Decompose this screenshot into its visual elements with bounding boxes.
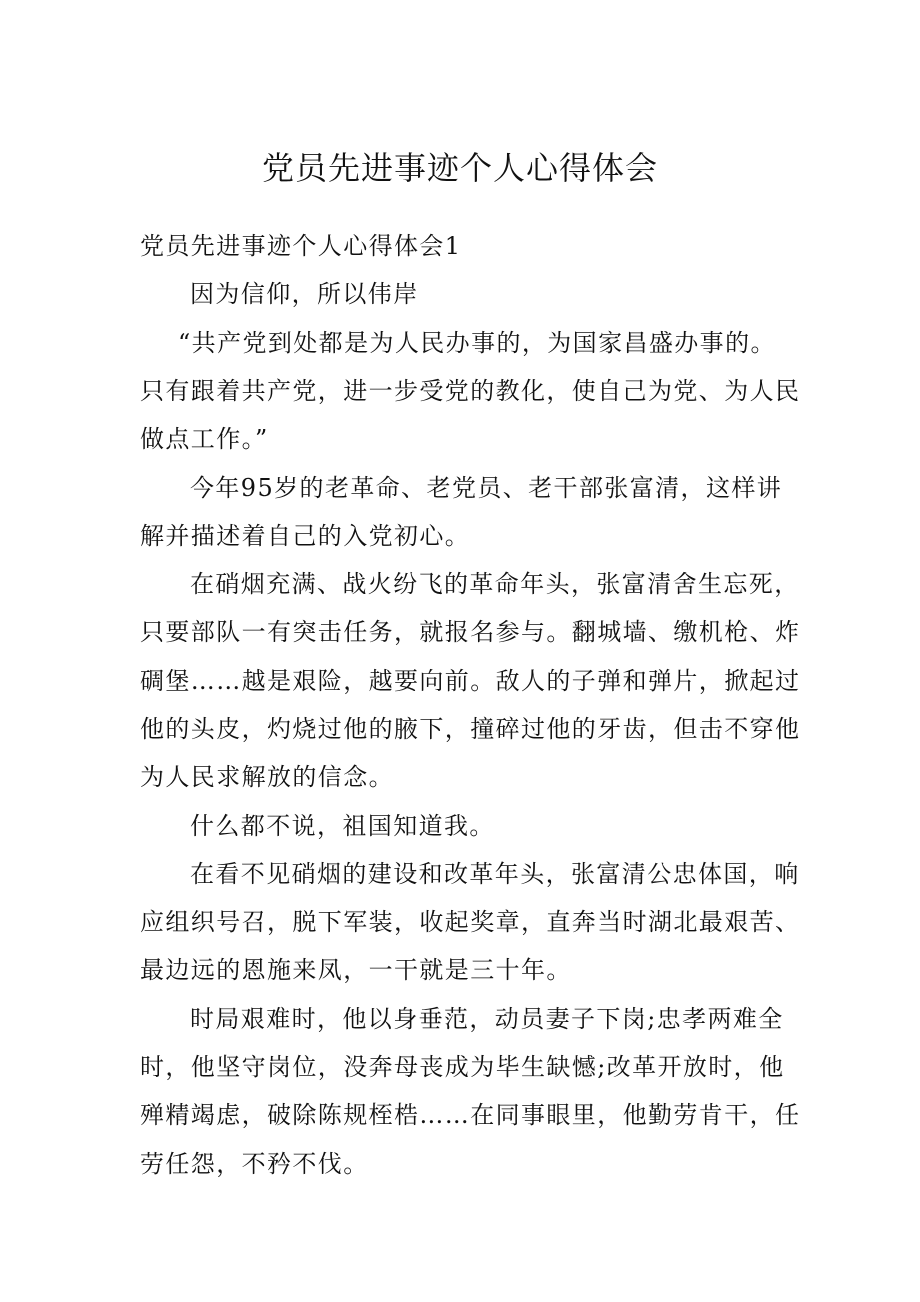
paragraph-line: 他的头皮，灼烧过他的腋下，撞碎过他的牙齿，但击不穿他 (140, 715, 801, 743)
paragraph-line: 因为信仰，所以伟岸 (190, 280, 419, 308)
paragraph-line: 党员先进事迹个人心得体会1 (140, 232, 462, 260)
paragraph-line: 在看不见硝烟的建设和改革年头，张富清公忠体国，响 (190, 860, 800, 888)
paragraph-line: 应组织号召，脱下军装，收起奖章，直奔当时湖北最艰苦、 (140, 908, 801, 936)
paragraph-line: 做点工作。” (140, 425, 269, 453)
paragraph-line: “共产党到处都是为人民办事的，为国家昌盛办事的。 (178, 329, 776, 357)
paragraph-line: 为人民求解放的信念。 (140, 763, 394, 791)
paragraph-line: 解并描述着自己的入党初心。 (140, 522, 471, 550)
paragraph-line: 只有跟着共产党，进一步受党的教化，使自己为党、为人民 (140, 377, 801, 405)
paragraph-line: 碉堡……越是艰险，越要向前。敌人的子弹和弹片，掀起过 (140, 667, 801, 695)
paragraph-line: 殚精竭虑，破除陈规桎梏……在同事眼里，他勤劳肯干，任 (140, 1101, 801, 1129)
paragraph-line: 时，他坚守岗位，没奔母丧成为毕生缺憾;改革开放时，他 (140, 1053, 785, 1081)
paragraph-line: 最边远的恩施来凤，一干就是三十年。 (140, 956, 572, 984)
document-title: 党员先进事迹个人心得体会 (261, 149, 658, 187)
paragraph-line: 什么都不说，祖国知道我。 (190, 812, 495, 840)
paragraph-line: 在硝烟充满、战火纷飞的革命年头，张富清舍生忘死， (190, 570, 800, 598)
paragraph-line: 今年95岁的老革命、老党员、老干部张富清，这样讲 (190, 474, 783, 502)
paragraph-line: 只要部队一有突击任务，就报名参与。翻城墙、缴机枪、炸 (140, 618, 801, 646)
paragraph-line: 时局艰难时，他以身垂范，动员妻子下岗;忠孝两难全 (190, 1005, 784, 1033)
paragraph-line: 劳任怨，不矜不伐。 (140, 1150, 369, 1178)
